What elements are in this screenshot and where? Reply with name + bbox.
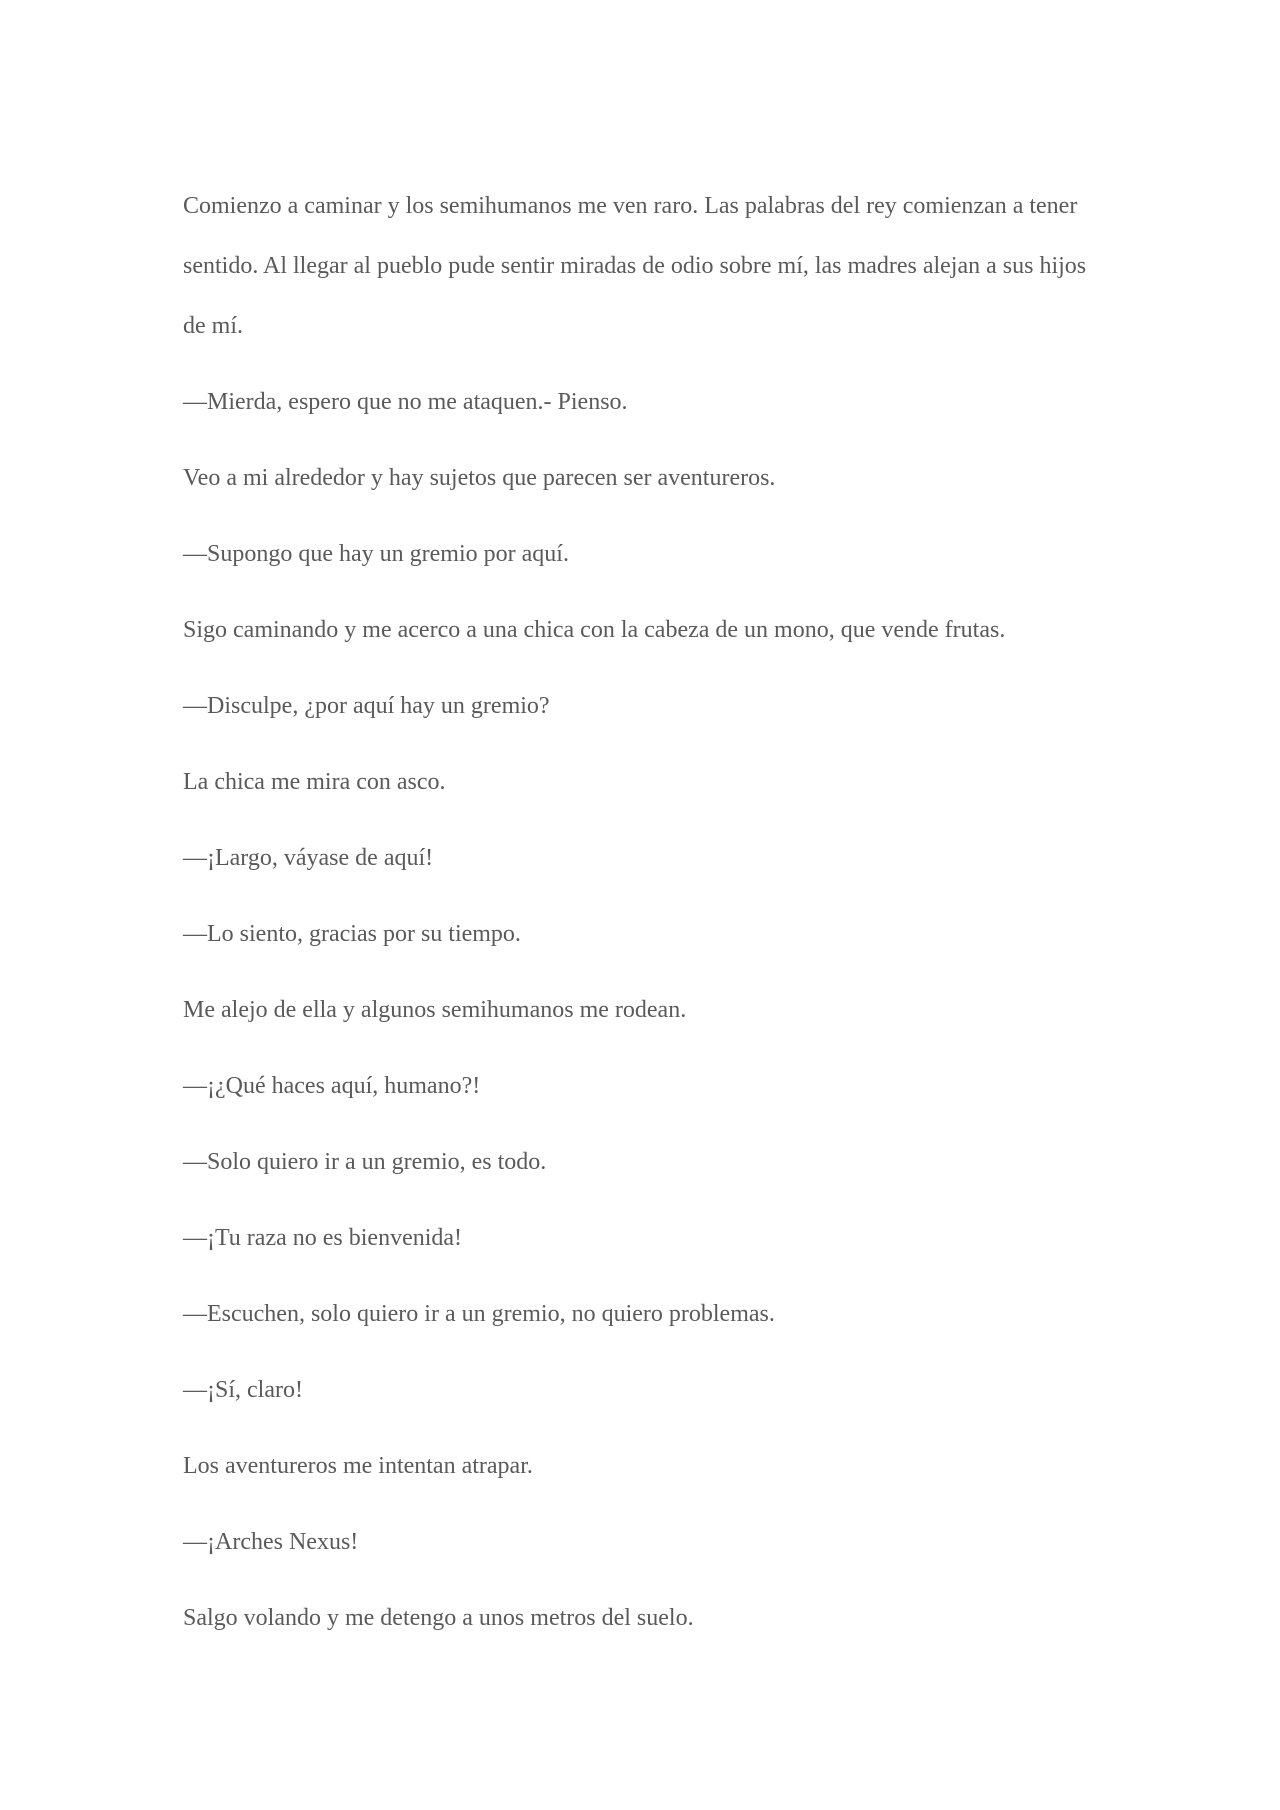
paragraph-12: —Solo quiero ir a un gremio, es todo.	[183, 1149, 547, 1175]
paragraph-4: —Supongo que hay un gremio por aquí.	[183, 541, 569, 567]
paragraph-3: Veo a mi alrededor y hay sujetos que parecen ser aventureros.	[183, 465, 776, 491]
paragraph-15: —¡Sí, claro!	[183, 1377, 303, 1403]
paragraph-14: —Escuchen, solo quiero ir a un gremio, no quiero problemas.	[183, 1301, 775, 1327]
paragraph-2: —Mierda, espero que no me ataquen.- Pienso.	[183, 389, 628, 415]
paragraph-5: Sigo caminando y me acerco a una chica con la cabeza de un mono, que vende frutas.	[183, 617, 1006, 643]
paragraph-6: —Disculpe, ¿por aquí hay un gremio?	[183, 693, 550, 719]
paragraph-13: —¡Tu raza no es bienvenida!	[183, 1225, 463, 1251]
paragraph-10: Me alejo de ella y algunos semihumanos me rodean.	[183, 997, 687, 1023]
paragraph-11: —¡¿Qué haces aquí, humano?!	[183, 1073, 481, 1099]
paragraph-18: Salgo volando y me detengo a unos metros del suelo.	[183, 1605, 694, 1631]
paragraph-8: —¡Largo, váyase de aquí!	[183, 845, 434, 871]
paragraph-7: La chica me mira con asco.	[183, 769, 446, 795]
paragraph-16: Los aventureros me intentan atrapar.	[183, 1453, 533, 1479]
paragraph-1: Comienzo a caminar y los semihumanos me ven raro. Las palabras del rey comienzan a tener sentido. Al llegar al pueblo pude sentir miradas de odio sobre mí, las madres alejan a sus hijos de mí.	[183, 193, 1087, 339]
document-body	[183, 176, 1103, 1648]
paragraph-9: —Lo siento, gracias por su tiempo.	[183, 921, 521, 947]
paragraph-17: —¡Arches Nexus!	[183, 1529, 359, 1555]
